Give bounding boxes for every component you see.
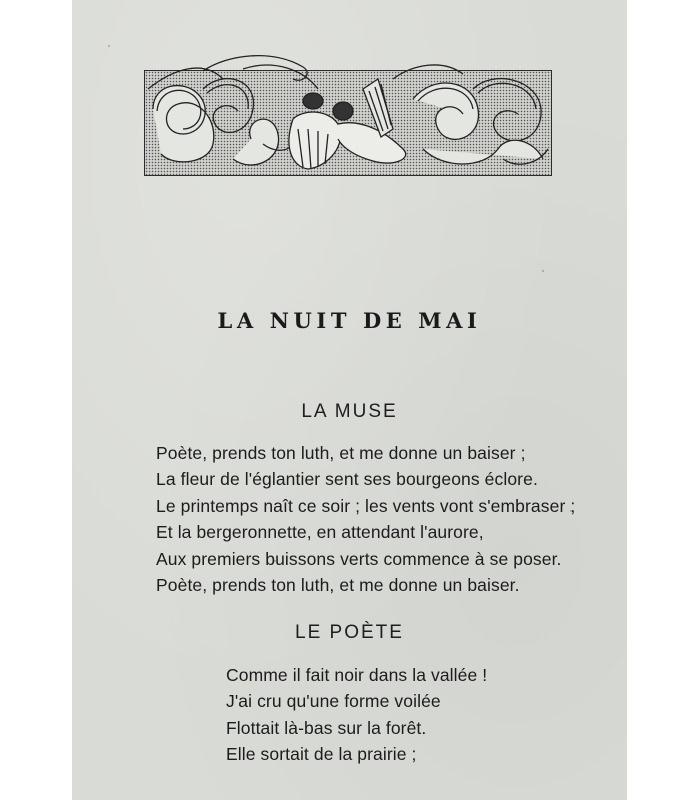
verse-line: Aux premiers buissons verts commence à se poser. [156, 548, 562, 569]
knotwork-illustration [143, 49, 553, 177]
verse-line: La fleur de l'églantier sent ses bourgeons éclore. [156, 469, 538, 490]
stanza-poet [226, 662, 487, 768]
stanza-muse [156, 440, 575, 598]
paper-speck [542, 270, 544, 272]
verse-line: J'ai cru qu'une forme voilée [226, 691, 441, 712]
speaker-heading-muse: LA MUSE [301, 401, 398, 422]
verse-line: Poète, prends ton luth, et me donne un baiser. [156, 575, 520, 596]
verse-line: Et la bergeronnette, en attendant l'aurore, [156, 522, 484, 543]
speaker-heading-poet: LE POÈTE [295, 622, 404, 643]
paper-speck [108, 45, 110, 47]
book-page [72, 0, 627, 800]
ornament-headpiece-icon [144, 70, 552, 176]
verse-line: Comme il fait noir dans la vallée ! [226, 665, 488, 685]
verse-line: Poète, prends ton luth, et me donne un baiser ; [156, 443, 526, 463]
verse-line: Le printemps naît ce soir ; les vents vont s'embraser ; [156, 495, 576, 516]
poem-title: LA NUIT DE MAI [217, 308, 482, 333]
verse-line: Flottait là-bas sur la forêt. [226, 717, 427, 738]
verse-line: Elle sortait de la prairie ; [226, 744, 417, 765]
